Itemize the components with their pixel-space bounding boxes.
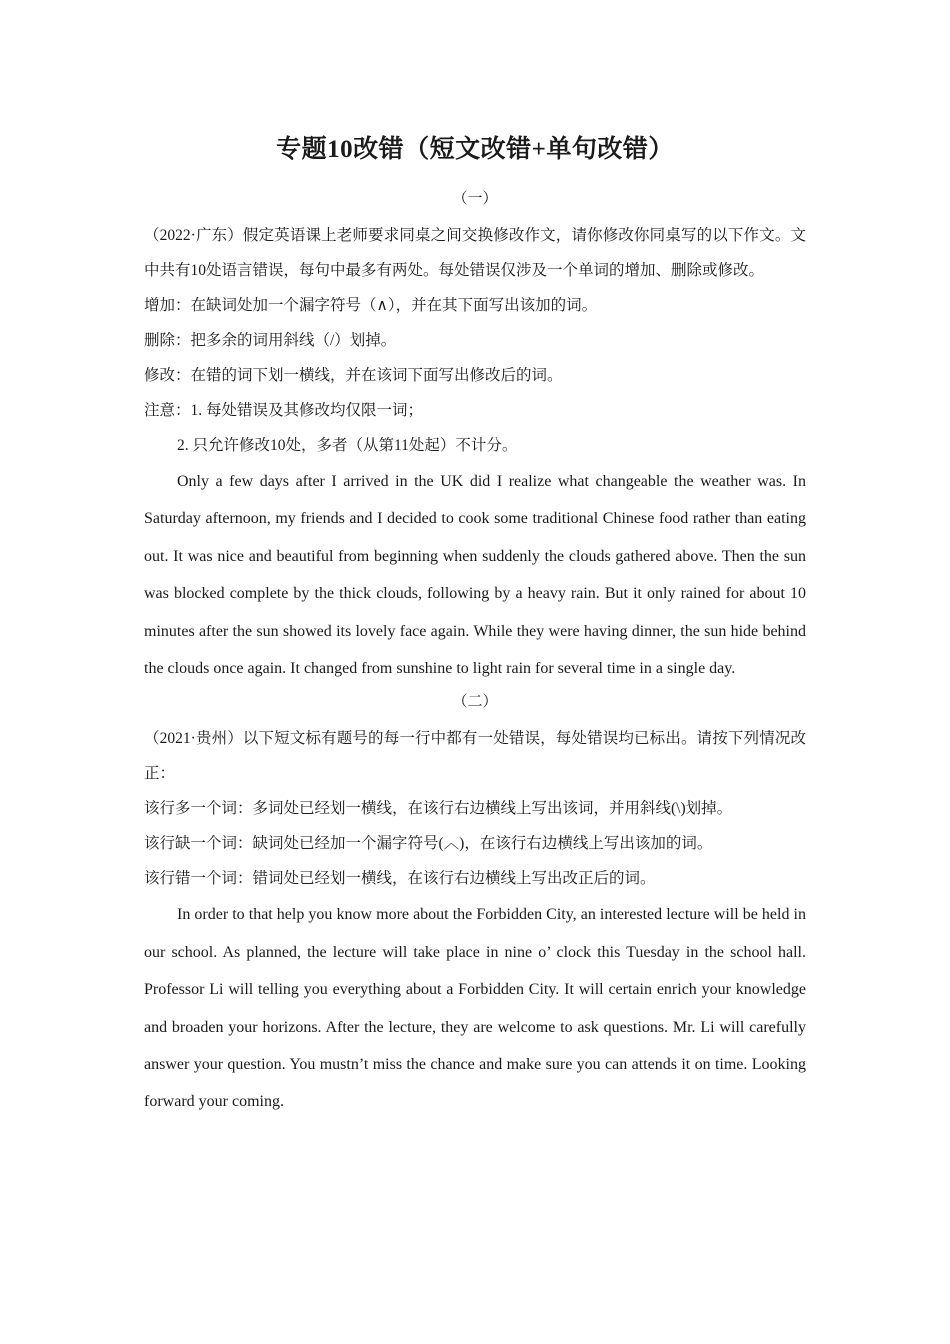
note-1: 注意：1. 每处错误及其修改均仅限一词；	[144, 402, 424, 419]
passage-1: Only a few days after I arrived in the UK did I realize what changeable the weather was. In Saturday afternoon, my friends and I decided to cook some traditional Chinese food rather than eating out. It was nice and beautiful from beginning when suddenly the clouds gathered above. Then the sun was blocked complete by the thick clouds, following by a heavy rain. But it only rained for about 10 minutes after the sun showed its lovely face again. While they were having dinner, the sun hide behind the clouds once again. It changed from sunshine to light rain for several time in a single day.	[144, 473, 806, 678]
page-title: 专题10改错（短文改错+单句改错）	[276, 136, 674, 163]
rule-wrong-word: 该行错一个词：错词处已经划一横线，在该行右边横线上写出改正后的词。	[144, 870, 656, 888]
section-1-intro: （2022·广东）假定英语课上老师要求同桌之间交换修改作文，请你修改你同桌写的以下作文。文中共有10处语言错误，每句中最多有两处。每处错误仅涉及一个单词的增加、删除或修改。	[144, 227, 806, 279]
note-2: 2. 只允许修改10处，多者（从第11处起）不计分。	[177, 437, 518, 454]
rule-add: 增加：在缺词处加一个漏字符号（∧），并在其下面写出该加的词。	[144, 297, 598, 314]
passage-2: In order to that help you know more about the Forbidden City, an interested lecture will be held in our school. As planned, the lecture will take place in nine o’ clock this Tuesday in the school hall. Professor Li will telling you everything about a Forbidden City. It will certain enrich your knowledge and broaden your horizons. After the lecture, they are welcome to ask questions. Mr. Li will carefully answer your question. You mustn’t miss the chance and make sure you can attends it on time. Looking forward your coming.	[144, 906, 806, 1111]
rule-modify: 修改：在错的词下划一横线，并在该词下面写出修改后的词。	[144, 367, 563, 384]
document-page	[144, 130, 806, 1121]
rule-missing-word: 该行缺一个词：缺词处已经加一个漏字符号(︿)，在该行右边横线上写出该加的词。	[144, 835, 713, 853]
section-2-marker: （二）	[452, 694, 498, 711]
section-1	[144, 188, 806, 687]
section-1-marker: （一）	[452, 191, 498, 207]
rule-extra-word: 该行多一个词：多词处已经划一横线，在该行右边横线上写出该词，并用斜线(\)划掉。	[144, 800, 733, 818]
rule-delete: 删除：把多余的词用斜线（/）划掉。	[144, 332, 397, 349]
section-2-intro: （2021·贵州）以下短文标有题号的每一行中都有一处错误，每处错误均已标出。请按下列情况改正：	[144, 730, 806, 783]
section-2	[144, 691, 806, 1120]
